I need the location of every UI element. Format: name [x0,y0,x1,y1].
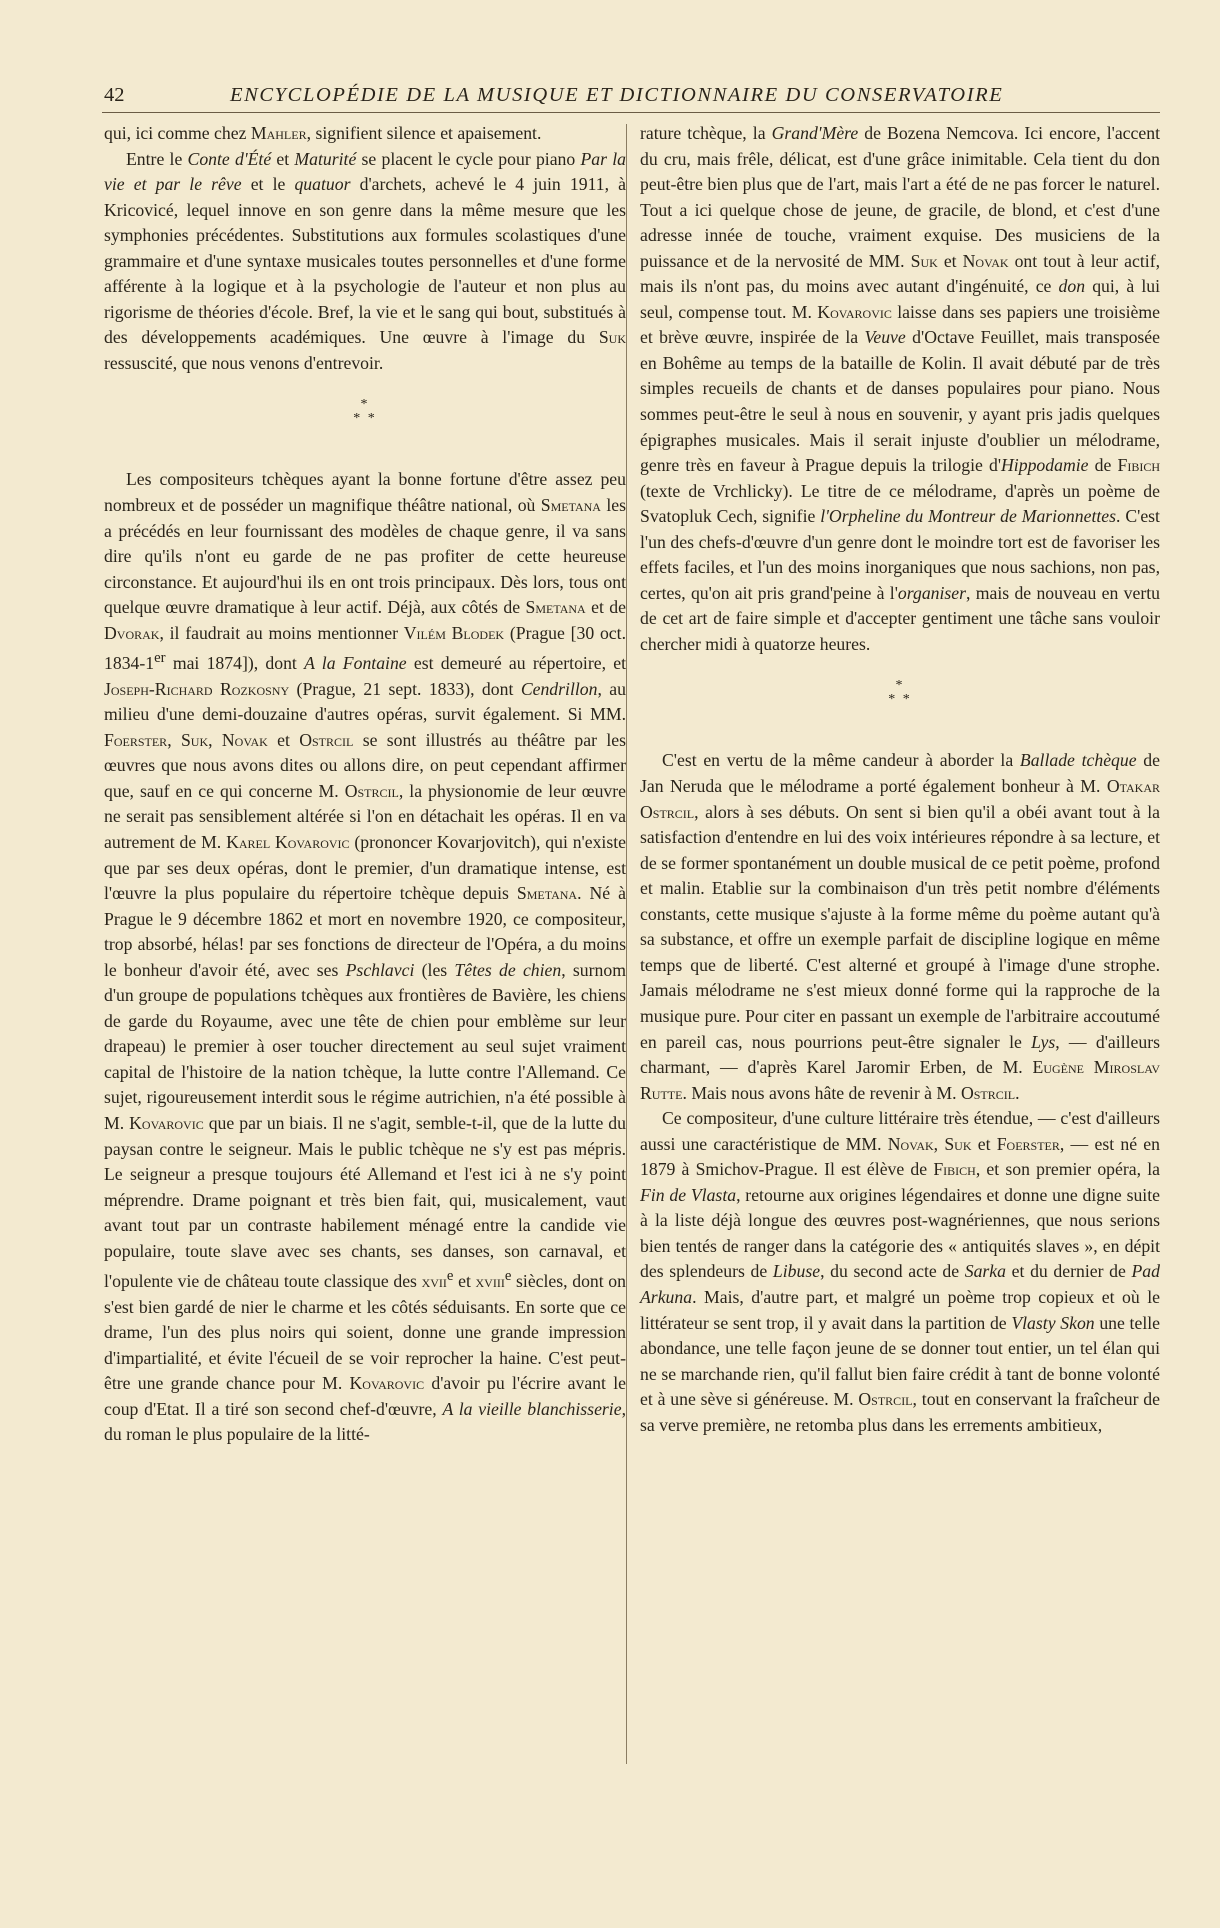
left-column [104,121,626,1448]
column-divider [626,124,627,1764]
right-column [640,121,1160,1438]
asterism-separator: * * * [353,397,377,427]
paragraph: Les compositeurs tchèques ayant la bonne fortune d'être assez peu nombreux et de posséder un magnifique théâtre national, où Smetana les a précédés en leur fournissant des modèles de chaque genre, il va sans dire qu'ils n'ont eu garde de ne pas profiter de cette heureuse circonstance. Et aujourd'hui ils en ont trois principaux. Dès lors, tous ont quelque œuvre dramatique à leur actif. Déjà, aux côtés de Smetana et de Dvorak, il faudrait au moins mentionner Vilém Blodek (Prague [30 oct. 1834-1er mai 1874]), dont A la Fontaine est demeuré au répertoire, et Joseph-Richard Rozkosny (Prague, 21 sept. 1833), dont Cendrillon, au milieu d'une demi-douzaine d'autres opéras, survit également. Si MM. Foerster, Suk, Novak et Ostrcil se sont illustrés au théâtre par les œuvres que nous avons dites ou allons dire, on peut cependant affirmer que, sauf en ce qui concerne M. Ostrcil, la physionomie de leur œuvre ne serait pas sensiblement altérée si l'on en détachait les opéras. Il en va autrement de M. Karel Kovarovic (prononcer Kovarjovitch), qui n'existe que par ses deux opéras, dont le premier, d'un dramatique intense, est l'œuvre la plus populaire du répertoire tchèque depuis Smetana. Né à Prague le 9 décembre 1862 et mort en novembre 1920, ce compositeur, trop absorbé, hélas! par ses fonctions de directeur de l'Opéra, a du moins le bonheur d'avoir été, avec ses Pschlavci (les Têtes de chien, surnom d'un groupe de populations tchèques aux frontières de Bavière, les chiens de garde du Royaume, avec une tête de chien pour emblème sur leur drapeau) le premier à oser toucher directement au seul sujet vraiment capital de l'histoire de la nation tchèque, la lutte contre l'Allemand. Ce sujet, rigoureusement interdit sous le régime autrichien, n'a été possible à M. Kovarovic que par un biais. Il ne s'agit, semble-t-il, que de la lutte du paysan contre le seigneur. Mais le public tchèque ne s'y est pas mépris. Le seigneur a presque toujours été Allemand et l'est ici à ne s'y point méprendre. Drame poignant et très bien fait, qui, musicalement, vaut avant tout par un contraste habilement ménagé entre la candide vie populaire, toute slave avec ses chants, ses danses, son carnaval, et l'opulente vie de château toute classique des xvii$^e$ et xviii$^e$ siècles, dont on s'est bien gardé de nier le charme et les côtés séduisants. En sorte que ce drame, l'un des plus noirs qui soient, donne une grande impression d'impartialité, et évite l'écueil de se voir reprocher la haine. C'est peut-être une grande chance pour M. Kovarovic d'avoir pu l'écrire avant le coup d'Etat. Il a tiré son second chef-d'œuvre, A la vieille blanchisserie, du roman le plus populaire de la litté- [104,469,627,1445]
page-number: 42 [104,84,125,106]
paragraph: Entre le Conte d'Été et Maturité se placent le cycle pour piano Par la vie et par le rêve et le quatuor d'archets, achevé le 4 juin 1911, à Kricovicé, lequel innove en son genre dans la même mesure que les symphonies précédentes. Substitutions aux formules scolastiques d'une grammaire et d'une syntaxe musicales toutes personnelles et d'une forme afférente à la logique et à la psychologie de l'auteur et non plus au rigorisme de théories d'école. Bref, la vie et le sang qui bout, substitués à des développements académiques. Une œuvre à l'image du Suk ressuscité, que nous venons d'entrevoir. [104,148,626,373]
running-header [100,84,1160,114]
paragraph: Ce compositeur, d'une culture littéraire très étendue, — c'est d'ailleurs aussi une caractéristique de MM. Novak, Suk et Foerster, — est né en 1879 à Smichov-Prague. Il est élève de Fibich, et son premier opéra, la Fin de Vlasta, retourne aux origines légendaires et donne une digne suite à la liste déjà longue des œuvres post-wagnériennes, que nous serions bien tentés de ranger dans la catégorie des « antiquités slaves », en dépit des splendeurs de Libuse, du second acte de Sarka et du dernier de Pad Arkuna. Mais, d'autre part, et malgré un poème trop copieux et où le littérateur se sent trop, il y avait dans la partition de Vlasty Skon une telle abondance, une telle façon jeune de se donner tout entier, un tel élan qui ne se marchande rien, qu'il fallut bien faire crédit à tant de bonne volonté et à une sève si généreuse. M. Ostrcil, tout en conservant la fraîcheur de sa verve première, ne retomba plus dans les errements ambitieux, [640,1108,1161,1435]
paragraph: rature tchèque, la Grand'Mère de Bozena Nemcova. Ici encore, l'accent du cru, mais frêle, délicat, est d'une grâce inimitable. Cela tient du don peut-être bien plus que de l'art, mais l'art a été de ne pas forcer le naturel. Tout a ici quelque chose de jeune, de gracile, de blond, et c'est d'une adresse innée de touche, vraiment exquise. Des musiciens de la puissance et de la nervosité de MM. Suk et Novak ont tout à leur actif, mais ils n'ont pas, du moins avec autant d'ingénuité, ce don qui, à lui seul, compense tout. M. Kovarovic laisse dans ses papiers une troisième et brève œuvre, inspirée de la Veuve d'Octave Feuillet, mais transposée en Bohême au temps de la bataille de Kolin. Il avait débuté par de très simples recueils de chants et de danses populaires pour piano. Nous sommes peut-être le seul à nous en souvenir, y ayant pris jadis quelques épigraphes musicales. Mais il serait injuste d'oublier un mélodrame, genre très en faveur à Prague depuis la trilogie d'Hippodamie de Fibich (texte de Vrchlicky). Le titre de ce mélodrame, d'après un poème de Svatopluk Cech, signifie l'Orpheline du Montreur de Marionnettes. C'est l'un des chefs-d'œuvre d'un genre dont le moindre tort est de favoriser les effets faciles, et l'un des moins inorganiques que nous sachions, non pas, certes, qu'on ait pris grand'peine à l'organiser, mais de nouveau en vertu de cet art de faire simple et d'accepter gentiment une tâche sans vouloir chercher midi à quatorze heures. [640,123,1161,654]
header-rule [102,112,1160,113]
running-title: ENCYCLOPÉDIE DE LA MUSIQUE ET DICTIONNAIRE DU CONSERVATOIRE [230,84,1004,106]
asterism-separator: * * * [888,678,912,708]
paragraph: qui, ici comme chez Mahler, signifient silence et apaisement. [104,123,542,143]
paragraph: C'est en vertu de la même candeur à aborder la Ballade tchèque de Jan Neruda que le mélodrame a porté également bonheur à M. Otakar Ostrcil, alors à ses débuts. On sent si bien qu'il a obéi avant tout à la satisfaction d'entendre en lui des voix intérieures répondre à sa lecture, et de se former spontanément un double musical de ce petit poème, profond et malin. Etablie sur la combinaison d'un très petit nombre d'éléments constants, cette musique s'ajuste à la forme même du poème autant qu'à sa substance, et offre un exemple parfait de discipline logique en même temps que de liberté. C'est alterné et groupé à l'image d'une strophe. Jamais mélodrame ne s'est mieux donné forme qui la rapproche de la musique pure. Pour citer en passant un exemple de l'arbitraire accoutumé en pareil cas, nous pourrions peut-être signaler le Lys, — d'ailleurs charmant, — d'après Karel Jaromir Erben, de M. Eugène Miroslav Rutte. Mais nous avons hâte de revenir à M. Ostrcil. [640,750,1160,1103]
